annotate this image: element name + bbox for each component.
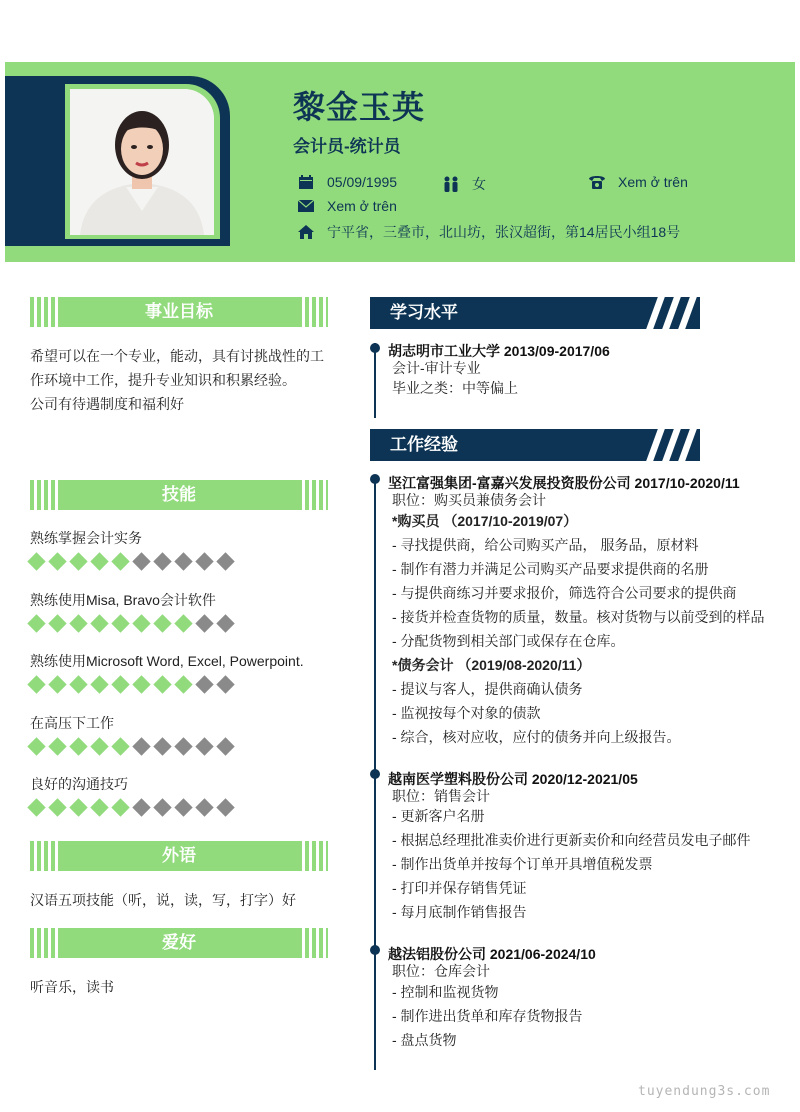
job-role-heading: *债务会计 （2019/08-2020/11） bbox=[392, 657, 591, 673]
people-icon bbox=[442, 176, 460, 192]
rating-diamond-filled bbox=[90, 614, 108, 632]
birthday-value: 05/09/1995 bbox=[327, 174, 398, 190]
skill-rating bbox=[30, 740, 232, 753]
rating-diamond-empty bbox=[153, 737, 171, 755]
rating-diamond-filled bbox=[132, 675, 150, 693]
rating-diamond-filled bbox=[69, 552, 87, 570]
skill-rating bbox=[30, 678, 232, 691]
education-heading-label: 学习水平 bbox=[390, 303, 458, 322]
job-role-heading: *购买员 （2017/10-2019/07） bbox=[392, 513, 578, 529]
rating-diamond-empty bbox=[195, 675, 213, 693]
skill-name: 熟练掌握会计实务 bbox=[30, 530, 142, 546]
skill-rating bbox=[30, 555, 232, 568]
rating-diamond-filled bbox=[90, 552, 108, 570]
skill-rating bbox=[30, 801, 232, 814]
experience-heading-label: 工作经验 bbox=[390, 435, 458, 454]
job-duty: - 分配货物到相关部门或保存在仓库。 bbox=[392, 633, 625, 649]
rating-diamond-filled bbox=[48, 614, 66, 632]
experience-heading bbox=[370, 429, 700, 461]
rating-diamond-empty bbox=[153, 552, 171, 570]
gender-row bbox=[442, 174, 486, 194]
education-timeline bbox=[374, 343, 376, 418]
rating-diamond-empty bbox=[195, 798, 213, 816]
timeline-dot bbox=[370, 474, 380, 484]
rating-diamond-filled bbox=[48, 675, 66, 693]
job-position: 职位：购买员兼债务会计 bbox=[392, 492, 546, 508]
rating-diamond-empty bbox=[132, 798, 150, 816]
languages-heading-label: 外语 bbox=[162, 846, 196, 865]
rating-diamond-filled bbox=[90, 675, 108, 693]
rating-diamond-filled bbox=[153, 675, 171, 693]
skill-name: 熟练使用Microsoft Word, Excel, Powerpoint. bbox=[30, 653, 304, 669]
email-value: Xem ở trên bbox=[327, 198, 397, 214]
skills-heading bbox=[30, 480, 328, 510]
rating-diamond-filled bbox=[132, 614, 150, 632]
rating-diamond-filled bbox=[111, 552, 129, 570]
envelope-icon bbox=[297, 198, 315, 214]
job-duty: - 根据总经理批准卖价进行更新卖价和向经营员发电子邮件 bbox=[392, 832, 751, 848]
rating-diamond-empty bbox=[132, 737, 150, 755]
rating-diamond-filled bbox=[27, 552, 45, 570]
rating-diamond-empty bbox=[195, 614, 213, 632]
rating-diamond-empty bbox=[195, 737, 213, 755]
rating-diamond-filled bbox=[27, 798, 45, 816]
rating-diamond-empty bbox=[216, 737, 234, 755]
rating-diamond-empty bbox=[216, 552, 234, 570]
rating-diamond-empty bbox=[216, 798, 234, 816]
job-duty: - 综合，核对应收，应付的债务并向上级报告。 bbox=[392, 729, 681, 745]
watermark: tuyendung3s.com bbox=[638, 1084, 771, 1099]
rating-diamond-filled bbox=[27, 737, 45, 755]
job-duty: - 监视按每个对象的债款 bbox=[392, 705, 541, 721]
rating-diamond-filled bbox=[111, 675, 129, 693]
education-major: 会计-审计专业 bbox=[392, 360, 481, 376]
rating-diamond-empty bbox=[216, 675, 234, 693]
rating-diamond-filled bbox=[48, 737, 66, 755]
rating-diamond-filled bbox=[69, 737, 87, 755]
rating-diamond-filled bbox=[69, 614, 87, 632]
education-grade: 毕业之类：中等偏上 bbox=[392, 380, 518, 396]
job-duty: - 控制和监视货物 bbox=[392, 984, 499, 1000]
objective-line: 希望可以在一个专业，能动，具有讨挑战性的工 bbox=[30, 348, 324, 364]
job-company: 越南医学塑料股份公司 2020/12-2021/05 bbox=[388, 771, 638, 787]
skill-name: 熟练使用Misa, Bravo会计软件 bbox=[30, 592, 216, 608]
rating-diamond-empty bbox=[153, 798, 171, 816]
job-duty: - 制作有潜力并满足公司购买产品要求提供商的名册 bbox=[392, 561, 709, 577]
calendar-icon bbox=[297, 174, 315, 190]
hobbies-heading-label: 爱好 bbox=[162, 933, 196, 952]
rating-diamond-filled bbox=[111, 737, 129, 755]
address-row bbox=[297, 222, 680, 242]
candidate-name: 黎金玉英 bbox=[293, 89, 426, 125]
job-duty: - 每月底制作销售报告 bbox=[392, 904, 527, 920]
rating-diamond-empty bbox=[174, 737, 192, 755]
rating-diamond-empty bbox=[174, 552, 192, 570]
rating-diamond-filled bbox=[90, 737, 108, 755]
rating-diamond-filled bbox=[69, 675, 87, 693]
languages-heading bbox=[30, 841, 328, 871]
job-company: 坚江富强集团-富嘉兴发展投资股份公司 2017/10-2020/11 bbox=[388, 475, 740, 491]
rating-diamond-filled bbox=[174, 614, 192, 632]
job-duty: - 制作进出货单和库存货物报告 bbox=[392, 1008, 583, 1024]
rating-diamond-filled bbox=[111, 614, 129, 632]
rating-diamond-empty bbox=[195, 552, 213, 570]
gender-value: 女 bbox=[472, 176, 486, 192]
profile-photo bbox=[70, 89, 214, 235]
rating-diamond-filled bbox=[69, 798, 87, 816]
rating-diamond-empty bbox=[174, 798, 192, 816]
hobbies-text: 听音乐，读书 bbox=[30, 979, 114, 995]
job-duty: - 提议与客人，提供商确认债务 bbox=[392, 681, 583, 697]
objective-heading bbox=[30, 297, 328, 327]
home-icon bbox=[297, 224, 315, 240]
languages-text: 汉语五项技能（听，说，读，写，打字）好 bbox=[30, 892, 296, 908]
birthday-row bbox=[297, 174, 397, 190]
job-duty: - 与提供商练习并要求报价，筛选符合公司要求的提供商 bbox=[392, 585, 737, 601]
rating-diamond-filled bbox=[27, 675, 45, 693]
rating-diamond-filled bbox=[27, 614, 45, 632]
rating-diamond-filled bbox=[48, 798, 66, 816]
job-duty: - 寻找提供商，给公司购买产品， 服务品，原材料 bbox=[392, 537, 699, 553]
phone-icon bbox=[588, 174, 606, 190]
rating-diamond-filled bbox=[174, 675, 192, 693]
email-row bbox=[297, 198, 397, 214]
education-school: 胡志明市工业大学 2013/09-2017/06 bbox=[388, 343, 610, 359]
objective-heading-label: 事业目标 bbox=[145, 302, 213, 321]
job-duty: - 盘点货物 bbox=[392, 1032, 457, 1048]
job-duty: - 更新客户名册 bbox=[392, 808, 485, 824]
phone-row bbox=[588, 174, 688, 190]
objective-line: 作环境中工作，提升专业知识和积累经验。 bbox=[30, 372, 296, 388]
rating-diamond-empty bbox=[132, 552, 150, 570]
objective-text bbox=[30, 344, 324, 416]
skill-rating bbox=[30, 617, 232, 630]
skill-name: 良好的沟通技巧 bbox=[30, 776, 128, 792]
skills-heading-label: 技能 bbox=[162, 485, 196, 504]
objective-line: 公司有待遇制度和福利好 bbox=[30, 396, 184, 412]
rating-diamond-filled bbox=[153, 614, 171, 632]
timeline-dot bbox=[370, 343, 380, 353]
job-duty: - 制作出货单并按每个订单开具增值税发票 bbox=[392, 856, 653, 872]
timeline-dot bbox=[370, 769, 380, 779]
rating-diamond-filled bbox=[48, 552, 66, 570]
job-company: 越法铝股份公司 2021/06-2024/10 bbox=[388, 946, 596, 962]
job-position: 职位：仓库会计 bbox=[392, 963, 490, 979]
job-duty: - 接货并检查货物的质量，数量。核对货物与以前受到的样品 bbox=[392, 609, 765, 625]
job-title: 会计员-统计员 bbox=[293, 137, 401, 156]
rating-diamond-filled bbox=[90, 798, 108, 816]
job-position: 职位：销售会计 bbox=[392, 788, 490, 804]
rating-diamond-filled bbox=[111, 798, 129, 816]
job-duty: - 打印并保存销售凭证 bbox=[392, 880, 527, 896]
skill-name: 在高压下工作 bbox=[30, 715, 114, 731]
hobbies-heading bbox=[30, 928, 328, 958]
address-value: 宁平省，三叠市，北山坊，张汉超街，第14居民小组18号 bbox=[327, 224, 681, 240]
rating-diamond-empty bbox=[216, 614, 234, 632]
phone-value: Xem ở trên bbox=[618, 174, 688, 190]
timeline-dot bbox=[370, 945, 380, 955]
education-heading bbox=[370, 297, 700, 329]
